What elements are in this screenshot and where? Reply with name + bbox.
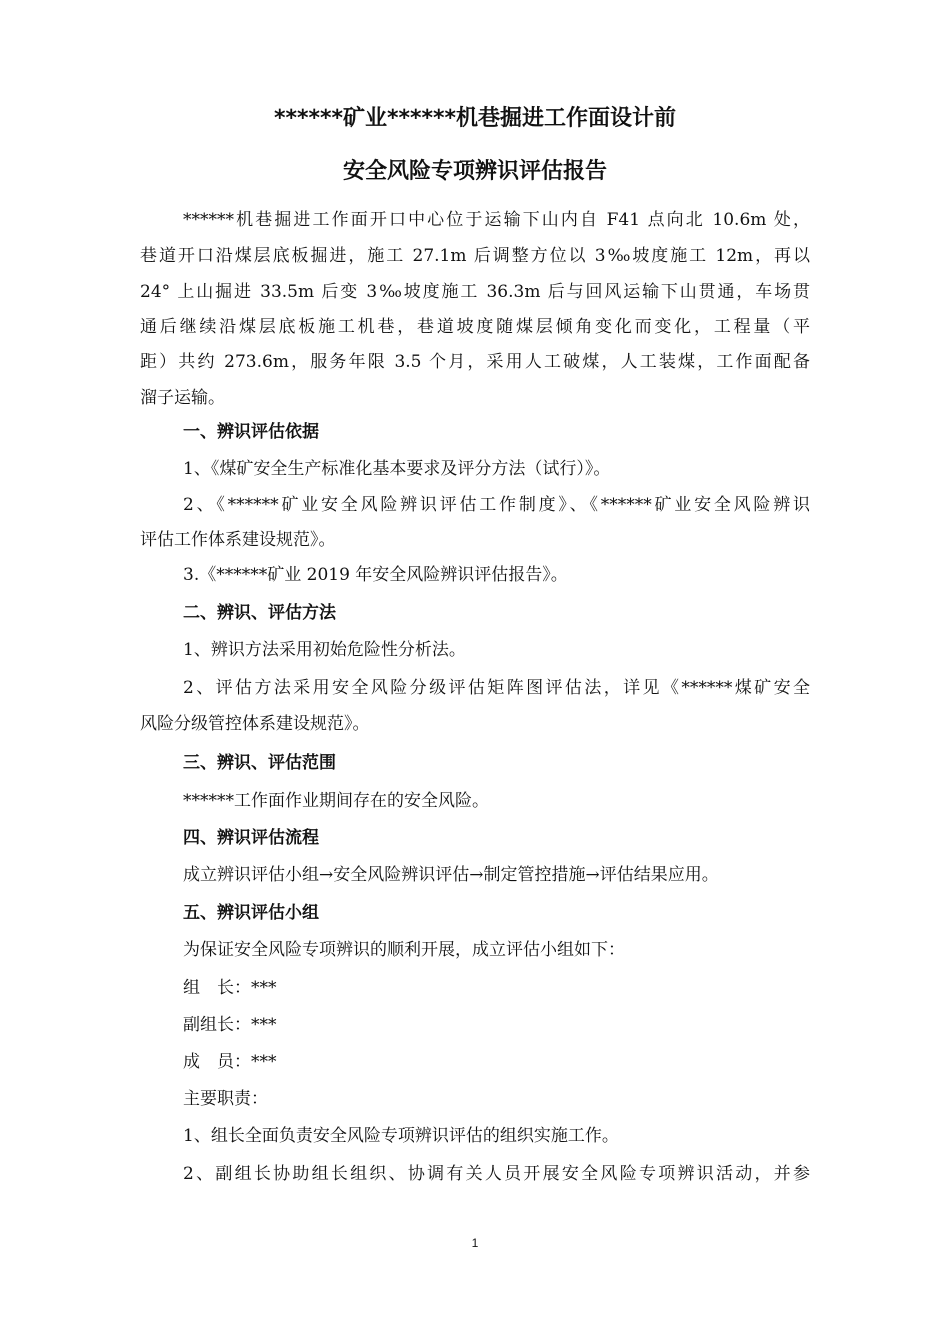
- section-1-item-2-line-1: 2、《******矿业安全风险辨识评估工作制度》、《******矿业安全风险辨识: [183, 495, 810, 515]
- intro-line-1: ******机巷掘进工作面开口中心位于运输下山内自 F41 点向北 10.6m 处，: [183, 210, 810, 230]
- intro-line-3: 24° 上山掘进 33.5m 后变 3‰坡度施工 36.3m 后与回风运输下山贯通，车场贯: [140, 282, 810, 302]
- duty-item-1: 1、组长全面负责安全风险专项辨识评估的组织实施工作。: [183, 1126, 619, 1146]
- section-2-item-1: 1、辨识方法采用初始危险性分析法。: [183, 640, 466, 660]
- intro-line-5: 距）共约 273.6m，服务年限 3.5 个月，采用人工破煤，人工装煤，工作面配备: [140, 352, 810, 372]
- duties-label: 主要职责：: [183, 1089, 268, 1109]
- intro-line-4: 通后继续沿煤层底板施工机巷，巷道坡度随煤层倾角变化而变化，工程量（平: [140, 317, 810, 337]
- deputy-group-leader: 副组长：***: [183, 1015, 277, 1035]
- report-title-line-2: 安全风险专项辨识评估报告: [342, 159, 607, 184]
- section-5-intro: 为保证安全风险专项辨识的顺利开展，成立评估小组如下：: [183, 940, 625, 960]
- section-5-heading: 五、辨识评估小组: [183, 903, 319, 923]
- duty-item-2: 2、副组长协助组长组织、协调有关人员开展安全风险专项辨识活动，并参: [183, 1164, 810, 1184]
- section-3-text: ******工作面作业期间存在的安全风险。: [183, 791, 489, 811]
- section-3-heading: 三、辨识、评估范围: [183, 753, 336, 773]
- section-1-item-1: 1、《煤矿安全生产标准化基本要求及评分方法（试行）》。: [183, 459, 611, 479]
- section-1-item-3: 3.《******矿业 2019 年安全风险辨识评估报告》。: [183, 565, 568, 585]
- page-number: 1: [471, 1236, 479, 1250]
- intro-line-6: 溜子运输。: [140, 388, 225, 408]
- group-members: 成 员：***: [183, 1052, 277, 1072]
- section-2-item-2-line-2: 风险分级管控体系建设规范》。: [140, 714, 370, 734]
- section-4-text: 成立辨识评估小组→安全风险辨识评估→制定管控措施→评估结果应用。: [183, 865, 719, 885]
- group-leader: 组 长：***: [183, 978, 277, 998]
- section-1-heading: 一、辨识评估依据: [183, 422, 319, 442]
- section-2-item-2-line-1: 2、评估方法采用安全风险分级评估矩阵图评估法，详见《******煤矿安全: [183, 678, 810, 698]
- report-title-line-1: ******矿业******机巷掘进工作面设计前: [273, 106, 677, 131]
- section-4-heading: 四、辨识评估流程: [183, 828, 319, 848]
- section-2-heading: 二、辨识、评估方法: [183, 603, 336, 623]
- section-1-item-2-line-2: 评估工作体系建设规范》。: [140, 530, 336, 550]
- intro-line-2: 巷道开口沿煤层底板掘进，施工 27.1m 后调整方位以 3‰坡度施工 12m，再以: [140, 246, 810, 266]
